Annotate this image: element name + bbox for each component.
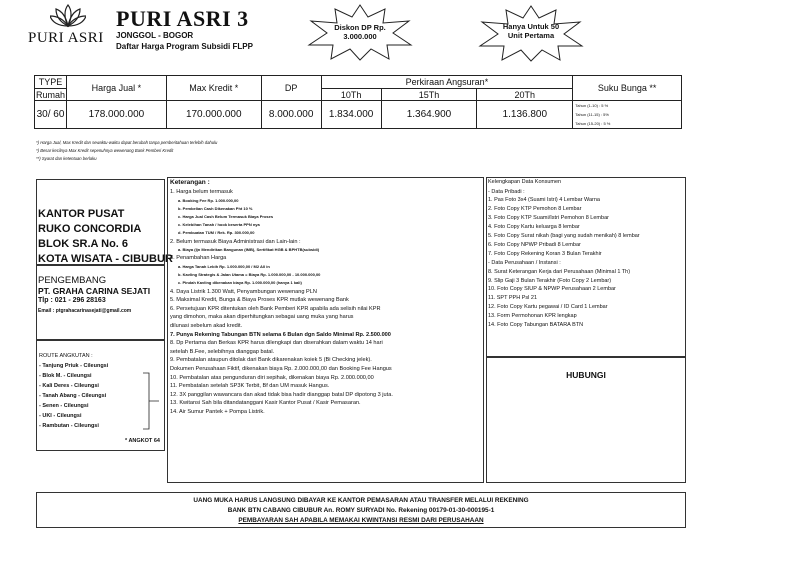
program-text: Daftar Harga Program Subsidi FLPP: [116, 42, 253, 51]
kelengkapan-line: 4. Foto Copy Kartu keluarga 8 lembar: [488, 224, 580, 231]
cell-angsuran-15: 1.364.900: [381, 101, 477, 129]
kelengkapan-line: 13. Form Permohonan KPR lengkap: [488, 313, 577, 320]
kelengkapan-line: 7. Foto Copy Rekening Koran 3 Bulan Terakhir: [488, 250, 602, 257]
pengembang-phone: Tlp : 021 - 296 28163: [38, 297, 106, 304]
kantor-line: BLOK SR.A No. 6: [38, 238, 129, 250]
route-item: - Tanjung Priuk - Cileungsi: [39, 363, 109, 369]
cell-type: 30/ 60: [35, 101, 67, 129]
keterangan-line: c. Kelebihan Tanah / hook beserta PPN nya: [178, 222, 260, 228]
route-item: - Senen - Cileungsi: [39, 403, 89, 409]
keterangan-line: 13. Kwitansi Sah bila ditandatanggani Kasir Kantor Pusat / Kasir Pemasaran.: [170, 400, 361, 407]
keterangan-line: Dokumen Perusahaan Fiktif, dikenakan biaya Rp. 2.000.000,00 dan Booking Fee Hangus: [170, 365, 392, 372]
route-title: ROUTE ANGKUTAN :: [39, 353, 93, 359]
pengembang-box: [36, 264, 165, 340]
hubungi-box: [486, 357, 686, 483]
route-item: - Rambutan - Cileungsi: [39, 423, 99, 429]
kelengkapan-line: 1. Pas Foto 3x4 (Suami Istri) 4 Lembar Warna: [488, 197, 600, 204]
footer-box: [36, 492, 686, 528]
keterangan-line: setelah B.Fee, selebihnya dianggap batal.: [170, 348, 275, 355]
keterangan-line: 12. 3X panggilan wawancara dan akad tidak bisa hadir dianggap batal DP dipotong 3 juta.: [170, 391, 393, 398]
route-item: - Kali Deres - Cileungsi: [39, 383, 99, 389]
kelengkapan-line: 14. Foto Copy Tabungan BATARA BTN: [488, 322, 584, 329]
cell-suku-bunga: [573, 101, 682, 129]
keterangan-line: b. Pembelian Cash Dikenakan Pht 10 %: [178, 205, 253, 211]
footer-line: PEMBAYARAN SAH APABILA MEMAKAI KWINTANSI RESMI DARI PERUSAHAAN: [238, 517, 484, 524]
kelengkapan-line: 3. Foto Copy KTP Suami/Istri Pemohon 8 Lembar: [488, 215, 609, 222]
col-dp: DP: [261, 76, 321, 101]
col-harga-jual: Harga Jual *: [66, 76, 166, 101]
keterangan-line: 10. Pembatalan atas pengunduran diri sepihak, dikenakan biaya Rp. 2.000.000,00: [170, 374, 374, 381]
promo-text-2: Hanya Untuk 50 Unit Pertama: [502, 22, 560, 40]
col-max-kredit: Max Kredit *: [166, 76, 261, 101]
keterangan-box: [167, 177, 484, 483]
keterangan-line: b. Kavling Strategis & Jalan Utama = Biaya Rp. 1.000.000,00 - 10.000.000,00: [178, 272, 321, 278]
kelengkapan-line: 11. SPT PPH Psl 21: [488, 295, 538, 302]
kelengkapan-line: 2. Foto Copy KTP Pemohon 8 Lembar: [488, 206, 582, 213]
kantor-box: [36, 179, 173, 266]
kantor-line: RUKO CONCORDIA: [38, 223, 142, 235]
keterangan-line: c. Pindah Kavling dikenakan biaya Rp. 1.000.000,00 (hanya 1 kali): [178, 280, 302, 286]
col-angsuran: Perkiraan Angsuran*: [321, 76, 573, 89]
hubungi-title: HUBUNGI: [566, 370, 606, 380]
route-box: [36, 340, 165, 451]
col-tenor-20: 20Th: [477, 89, 573, 101]
footer-line: UANG MUKA HARUS LANGSUNG DIBAYAR KE KANTOR PEMASARAN ATAU TRANSFER MELALUI REKENING: [193, 497, 529, 504]
note-line: *) Harga Jual, Max Kredit dan sewaktu-waktu dapat berubah tanpa pemberitahuan terlebih dahulu: [36, 140, 218, 145]
angkot-label: * ANGKOT 64: [125, 438, 160, 444]
keterangan-list: [168, 188, 483, 417]
footer-line: BANK BTN CABANG CIBUBUR An. ROMY SURYADI No. Rekening 00179-01-30-000195-1: [227, 507, 495, 514]
keterangan-line: 5. Maksimal Kredit, Bunga & Biaya Proses KPR mutlak wewenang Bank: [170, 297, 349, 304]
cell-harga-jual: 178.000.000: [66, 101, 166, 129]
route-item: - Blok M. - Cileungsi: [39, 373, 92, 379]
note-line: *) Besar kecilnya Max Kredit sepenuhnya wewenang Bank Pemberi Kredit: [36, 148, 174, 153]
kelengkapan-title: Kelengkapan Data Konsumen: [488, 179, 562, 185]
promo-text-1: Diskon DP Rp. 3.000.000: [334, 23, 386, 41]
col-rumah: Rumah: [35, 89, 65, 100]
kelengkapan-line: - Data Pribadi :: [488, 188, 525, 195]
kelengkapan-line: 6. Foto Copy NPWP Pribadi 8 Lembar: [488, 241, 581, 248]
cell-dp: 8.000.000: [261, 101, 321, 129]
keterangan-line: 3. Penambahan Harga: [170, 255, 227, 262]
cell-angsuran-20: 1.136.800: [477, 101, 573, 129]
keterangan-line: 4. Daya Listrik 1.300 Watt, Penyambungan wewenang PLN: [170, 288, 317, 295]
keterangan-line: 8. Dp Pertama dan Berkas KPR harus dilengkapi dan diserahkan dalam waktu 14 hari: [170, 340, 383, 347]
location-text: JONGGOL - BOGOR: [116, 31, 194, 40]
logo: [28, 4, 108, 52]
kantor-line: KOTA WISATA - CIBUBUR: [38, 253, 173, 265]
table-row: [35, 101, 682, 129]
keterangan-line: d. Pembuatan TUM / Rek. Rp. 300.000,00: [178, 230, 255, 236]
kelengkapan-line: 9. Slip Gaji 3 Bulan Terakhir (Foto Copy 2 Lembar): [488, 277, 612, 284]
note-line: **) Syarat dan ketentuan berlaku: [36, 156, 97, 161]
kelengkapan-line: - Data Perusahaan / Instansi :: [488, 259, 561, 266]
keterangan-line: 6. Persetujuan KPR ditentukan oleh Bank Pemberi KPR apabila ada selisih nilai KPR: [170, 305, 381, 312]
route-item: - Tanah Abang - Cileungsi: [39, 393, 107, 399]
keterangan-line: yang dimohon, maka akan diperhitungkan sebagai uang muka yang harus: [170, 314, 354, 321]
bunga-line: Tahun (15-20) : 5 %: [575, 121, 611, 126]
keterangan-line: dilunasi sebelum akad kredit.: [170, 322, 243, 329]
keterangan-line: a. Harga Tanah Lebih Rp. 1.000.000,00 / M2 All in: [178, 264, 270, 269]
kelengkapan-line: 8. Surat Keterangan Kerja dari Perusahaan (Minimal 1 Th): [488, 268, 631, 275]
keterangan-line: 2. Belum termasuk Biaya Administrasi dan Lain-lain :: [170, 238, 301, 245]
kelengkapan-line: 12. Foto Copy Kartu pegawai / ID Card 1 Lembar: [488, 304, 608, 311]
route-item: - UKI - Cileungsi: [39, 413, 82, 419]
keterangan-line: 9. Pembatalan ataupun ditolak dari Bank dikarenakan koiek 5 (Bi Checking jelek).: [170, 357, 372, 364]
price-notes: [36, 139, 217, 163]
cell-angsuran-10: 1.834.000: [321, 101, 381, 129]
col-tenor-15: 15Th: [381, 89, 477, 101]
bunga-line: Tahun (11-15) : 5%: [575, 112, 609, 117]
page-title: PURI ASRI 3: [116, 6, 249, 31]
kantor-line: KANTOR PUSAT: [38, 208, 125, 220]
col-type: TYPE: [35, 76, 67, 89]
keterangan-line: 7. Punya Rekening Tabungan BTN selama 6 Bulan dgn Saldo Minimal Rp. 2.500.000: [170, 331, 391, 338]
route-bracket: [141, 371, 161, 431]
kelengkapan-line: 5. Foto Copy Surat nikah (bagi yang sudah menikah) 8 lembar: [488, 233, 640, 240]
keterangan-line: a. Biaya (Ijn Mendirikan Bangunan (IMB), Sertifikat HGB & BPHTB(subsidi): [178, 247, 320, 253]
lotus-icon: [50, 4, 86, 28]
keterangan-line: 14. Air Sumur Pantek + Pompa Listrik.: [170, 408, 265, 415]
cell-max-kredit: 170.000.000: [166, 101, 261, 129]
keterangan-line: c. Harga Jual Cash Belum Termasuk Biaya Proses: [178, 214, 274, 219]
keterangan-line: 11. Pembatalan setelah SP3K Terbit, Bf dan UM masuk Hangus.: [170, 383, 330, 390]
keterangan-line: a. Booking Fee Rp. 1.000.000,00: [178, 197, 239, 203]
kelengkapan-line: 10. Foto Copy SIUP & NPWP Perusahaan 2 Lembar: [488, 286, 616, 293]
pengembang-name: PT. GRAHA CARINA SEJATI: [38, 286, 151, 296]
col-suku-bunga: Suku Bunga **: [573, 76, 682, 101]
keterangan-line: 1. Harga belum termasuk: [170, 189, 233, 195]
kelengkapan-box: [486, 177, 686, 357]
bunga-line: Tahun (1-10) : 5 %: [575, 103, 609, 108]
price-table: [34, 75, 682, 129]
logo-text: PURI ASRI: [28, 30, 104, 46]
col-tenor-10: 10Th: [321, 89, 381, 101]
pengembang-email: Email : ptgrahacarinasejati@gmail.com: [38, 308, 132, 314]
keterangan-title: Keterangan :: [170, 179, 210, 186]
pengembang-label: PENGEMBANG: [38, 275, 107, 286]
kelengkapan-list: [487, 188, 685, 331]
